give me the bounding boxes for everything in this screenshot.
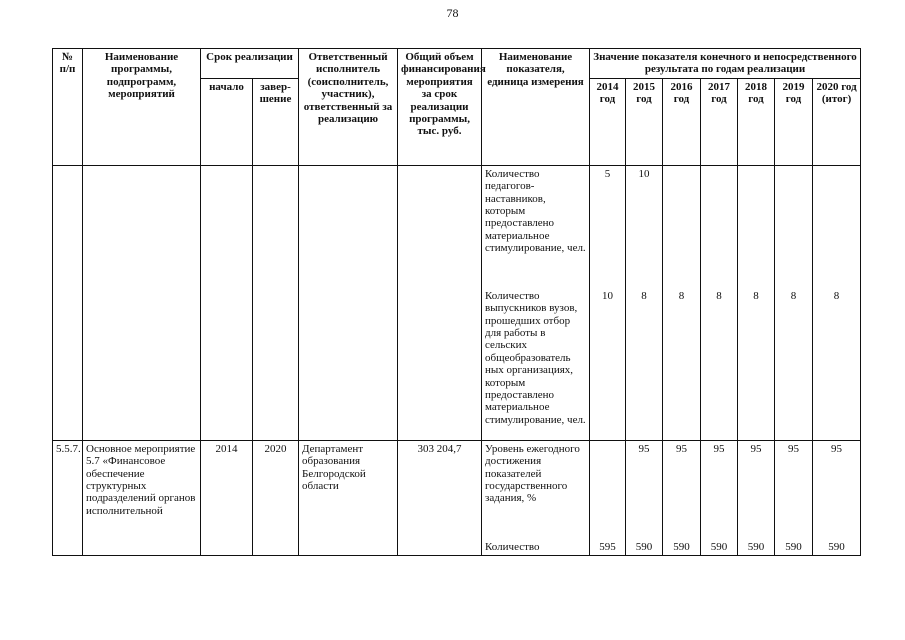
cell-value-2017 [701,165,738,440]
cell-value-2018 [738,165,775,440]
value: 8 [753,289,759,302]
value: 590 [635,540,653,553]
table-row [53,165,861,440]
cell-num: 5.5.7. [53,440,83,555]
indicator-name: Количество педагогов-наставников, которым предоставлено материальное стимулирование, чел. [485,167,586,255]
value: 8 [833,289,840,302]
value: 95 [638,442,650,455]
value: 95 [831,442,843,455]
cell-value-2014 [590,440,626,555]
value: 590 [673,540,690,553]
header-num: № п/п [53,49,83,166]
cell-value-2018 [738,440,775,555]
value [666,168,697,290]
cell-num [53,165,83,440]
value: 590 [710,540,728,553]
header-financing: Общий объем финансирования мероприятия за срок реализации программы, тыс. руб. [398,49,482,166]
value: 8 [678,289,685,302]
page-number: 78 [446,6,459,20]
header-year-2014: 2014 год [590,78,626,165]
cell-value-2019 [775,440,813,555]
header-year-2017: 2017 год [701,78,738,165]
value: 10 [602,289,614,302]
cell-end [253,165,299,440]
header-executor: Ответственный исполнитель (соисполнитель, участник), ответственный за реализацию [299,49,398,166]
cell-executor: Департамент образования Белгородской области [299,440,398,555]
cell-value-2016 [663,440,701,555]
value: 95 [750,442,762,455]
cell-value-2014 [590,165,626,440]
value [593,443,622,541]
value: 8 [716,289,722,302]
cell-program: Основное мероприятие 5.7 «Финансовое обеспечение структурных подразделений органов исполнительной [83,440,201,555]
cell-value-2017 [701,440,738,555]
cell-value-2015 [626,440,663,555]
value: 590 [828,540,845,553]
cell-end: 2020 [253,440,299,555]
indicator-name: Количество выпускников вузов, прошедших отбор для работы в сельских общеобразователь ных организациях, которым предоставлено материальное стимулирование, чел. [485,289,586,426]
table-row [53,440,861,555]
cell-program [83,165,201,440]
cell-executor [299,165,398,440]
value: 95 [788,442,800,455]
value [741,168,771,290]
cell-financing [398,165,482,440]
header-year-2015: 2015 год [626,78,663,165]
header-program: Наименование программы, подпрограмм, мероприятий [83,49,201,166]
value: 10 [638,167,650,180]
cell-value-2019 [775,165,813,440]
cell-value-2020 [813,165,861,440]
header-year-2020: 2020 год (итог) [813,78,861,165]
header-year-2018: 2018 год [738,78,775,165]
header-period-end: завер-шение [253,78,299,165]
cell-indicator [482,440,590,555]
value: 590 [785,540,802,553]
value [704,168,734,290]
value: 8 [641,289,647,302]
value: 5 [604,167,611,180]
value: 590 [747,540,765,553]
header-values-group: Значение показателя конечного и непосредственного результата по годам реализации [590,49,861,79]
indicator-name: Уровень ежегодного достижения показателей государственного задания, % [485,442,580,505]
value: 595 [599,540,616,553]
cell-indicator [482,165,590,440]
cell-value-2015 [626,165,663,440]
header-year-2016: 2016 год [663,78,701,165]
value: 8 [790,289,797,302]
header-year-2019: 2019 год [775,78,813,165]
value: 95 [676,442,688,455]
cell-financing: 303 204,7 [398,440,482,555]
cell-value-2016 [663,165,701,440]
cell-start [201,165,253,440]
value [778,168,809,290]
header-period-start: начало [201,78,253,165]
cell-start: 2014 [201,440,253,555]
indicator-name: Количество [485,540,540,553]
indicator-table [52,48,861,556]
cell-value-2020 [813,440,861,555]
header-period: Срок реализации [201,49,299,79]
value [816,168,857,290]
header-indicator: Наименование показателя, единица измерения [482,49,590,166]
value: 95 [713,442,725,455]
